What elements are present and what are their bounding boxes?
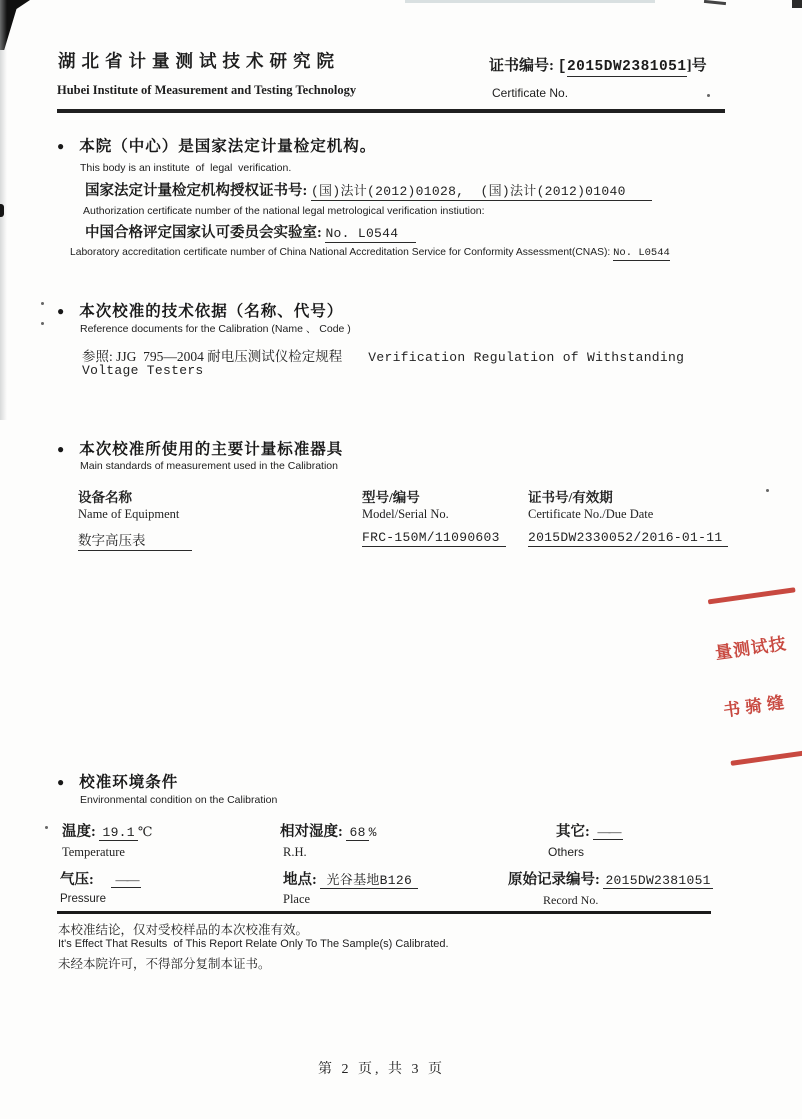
- col-header-model-en: Model/Serial No.: [362, 507, 449, 521]
- pressure-field: 气压: ——: [60, 868, 141, 889]
- scan-speck: [41, 302, 44, 305]
- record-no-value: 2015DW2381051: [605, 873, 711, 888]
- scan-artifact-top-smear: [405, 0, 655, 3]
- certificate-number-line: [489, 54, 707, 75]
- cnas-value-en: No. L0544: [613, 247, 670, 259]
- col-header-equipment-cn: 设备名称: [78, 490, 132, 505]
- standards-section-title-en: Main standards of measurement used in the Calibration: [80, 460, 338, 472]
- note-validity-en: It's Effect That Results of This Report Relate Only To The Sample(s) Calibrated.: [58, 938, 449, 950]
- col-header-certno-en: Certificate No./Due Date: [528, 507, 654, 521]
- cnas-line-en: Laboratory accreditation certificate number of China National Accreditation Service for Conformity Assessment(CNAS): No. L0544: [70, 247, 670, 259]
- pressure-label-en: Pressure: [60, 893, 107, 905]
- reference-body-line2: Voltage Testers: [82, 363, 204, 378]
- paging-seal-stamp: [703, 550, 802, 801]
- reference-section-title-en: Reference documents for the Calibration (Name 、 Code ): [80, 323, 351, 335]
- equipment-name-cell: 数字高压表: [78, 529, 192, 551]
- temperature-label-en: Temperature: [62, 845, 125, 859]
- temperature-field: 温度: 19.1 ℃: [62, 824, 153, 840]
- certificate-number-label-en: Certificate No.: [492, 86, 569, 100]
- cnas-label: 中国合格评定国家认可委员会实验室:: [85, 225, 326, 241]
- col-header-certno-cn: 证书号/有效期: [528, 490, 613, 505]
- others-label-en: Others: [548, 845, 585, 859]
- environment-section-title-en: Environmental condition on the Calibration: [80, 794, 278, 806]
- stamp-bottom-bar: [730, 749, 802, 766]
- bullet-icon: ●: [57, 775, 66, 789]
- temperature-value: 19.1: [99, 825, 137, 841]
- record-no-label-en: Record No.: [543, 893, 599, 907]
- legal-section-title: ● 本院（中心）是国家法定计量检定机构。: [57, 138, 377, 155]
- stamp-text-line1: 量测试技: [714, 634, 788, 663]
- place-value: 光谷基地B126: [320, 873, 418, 889]
- footer-divider: [57, 911, 711, 914]
- scan-artifact-left-nub: [0, 204, 4, 217]
- scan-speck: [766, 489, 769, 492]
- col-header-model-cn: 型号/编号: [362, 490, 420, 505]
- bullet-icon: ●: [57, 139, 66, 153]
- scan-artifact-top-dash: [704, 0, 726, 5]
- certificate-due-cell: 2015DW2330052/2016-01-11: [528, 530, 728, 547]
- certificate-number-value: 2015DW2381051: [566, 59, 687, 75]
- others-value: ——: [593, 824, 623, 840]
- humidity-field: 相对湿度: 68 %: [280, 824, 377, 840]
- temperature-unit: ℃: [137, 824, 153, 839]
- bracket-open: [: [557, 59, 567, 75]
- scan-speck: [45, 826, 48, 829]
- authorization-value: (国)法计(2012)01028, (国)法计(2012)01040: [311, 184, 652, 201]
- header-divider: [57, 109, 725, 113]
- legal-section-title-en: This body is an institute of legal verification.: [80, 162, 292, 174]
- org-name-cn: 湖北省计量测试技术研究院: [58, 51, 340, 71]
- model-serial-cell: FRC-150M/11090603: [362, 530, 506, 547]
- place-field: 地点: 光谷基地B126: [283, 868, 418, 889]
- cnas-line: [85, 221, 416, 242]
- scan-speck: [707, 94, 710, 97]
- note-validity-cn: 本校准结论，仅对受校样品的本次校准有效。: [58, 923, 309, 937]
- bullet-icon: ●: [57, 304, 66, 318]
- scan-artifact-top-right: [792, 0, 802, 8]
- authorization-line-en: Authorization certificate number of the national legal metrological verification instiution:: [83, 205, 485, 217]
- reference-section-title: ● 本次校准的技术依据（名称、代号）: [57, 303, 344, 320]
- cnas-value: No. L0544: [325, 226, 416, 243]
- place-label-en: Place: [283, 892, 311, 906]
- humidity-label-en: R.H.: [283, 845, 307, 859]
- reference-body-en: Verification Regulation of Withstanding: [368, 350, 685, 365]
- others-field: 其它: ——: [556, 820, 623, 841]
- scan-speck: [41, 322, 44, 325]
- note-copy-restriction-cn: 未经本院许可，不得部分复制本证书。: [58, 957, 271, 971]
- certificate-number-label: 证书编号:: [489, 58, 558, 74]
- stamp-top-bar: [708, 587, 796, 604]
- authorization-line: [85, 179, 652, 200]
- pressure-value: ——: [111, 872, 141, 888]
- standards-section-title: ● 本次校准所使用的主要计量标准器具: [57, 441, 344, 458]
- page-number: 第 2 页, 共 3 页: [318, 1062, 445, 1077]
- bracket-close: ]号: [686, 58, 707, 74]
- bullet-icon: ●: [57, 442, 66, 456]
- environment-section-title: ● 校准环境条件: [57, 774, 179, 791]
- humidity-value: 68: [346, 825, 368, 841]
- humidity-unit: %: [368, 825, 377, 840]
- stamp-text-line2: 书骑缝: [722, 692, 791, 721]
- org-name-en: Hubei Institute of Measurement and Testing Technology: [57, 83, 357, 97]
- record-no-field: 原始记录编号: 2015DW2381051: [508, 872, 711, 888]
- table-row: [0, 529, 802, 619]
- reference-body-cn: 参照: JJG 795—2004 耐电压测试仪检定规程: [82, 349, 343, 364]
- authorization-label: 国家法定计量检定机构授权证书号:: [85, 183, 311, 199]
- col-header-equipment-en: Name of Equipment: [78, 507, 180, 521]
